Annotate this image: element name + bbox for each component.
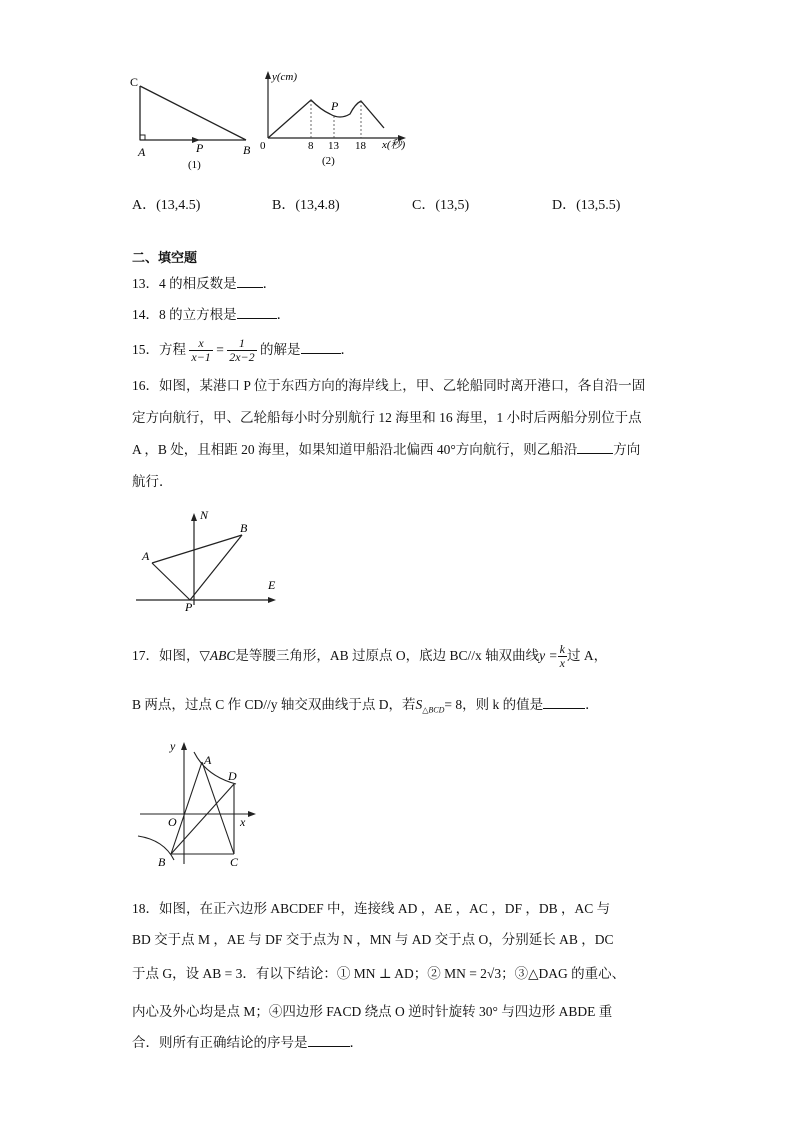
q14-end: ． [276,307,291,322]
q17-line-2 [132,696,599,720]
q16-line-2: 定方向航行，甲、乙轮船每小时分别航行 12 海里和 16 海里，1 小时后两船分别位于点 [132,410,642,425]
q13-end: ． [262,276,277,291]
q16-answer-blank[interactable] [577,441,613,454]
q15-suffix: 的解是 [260,342,301,357]
q17-fig-label-y: y [170,739,176,753]
q15-equals: = [216,342,224,357]
q18-number: 18． [132,901,159,916]
option-d-letter: D． [552,198,577,213]
q16-fig-label-p: P [185,600,193,613]
fig1-caption: (1) [188,159,201,171]
q17-area-val: = 8 [444,697,463,712]
q15-answer-blank[interactable] [301,341,341,354]
q15-fraction-1: $\frac{x}{x-1}$ [191,336,211,365]
q15-number: 15． [132,342,159,357]
option-d-value: (13,5.5) [576,198,621,213]
q13-number: 13． [132,276,159,291]
q17-fig-label-a: A [204,753,212,767]
fig1-label-a: A [138,145,146,159]
q12-figure-2 [256,68,426,176]
q17-fig-label-b: B [158,855,166,868]
q16-line-1 [132,377,645,395]
q17-text-1b: 是等腰三角形，AB 过原点 O，底边 BC//x 轴双曲线 [235,648,540,663]
q17-text-1a: 如图， [159,648,200,663]
q16-line-4: 航行． [132,474,173,489]
q16-fig-label-a: A [142,549,150,563]
q17-triangle: ▽ABC [199,648,236,663]
fig1-label-p: P [196,141,204,155]
q17-number: 17． [132,648,159,663]
q15-fraction-2: $\frac{1}{2x-2}$ [229,336,255,365]
question-13 [132,275,276,293]
q17-text-2a: B 两点，过点 C 作 CD//y 轴交双曲线于点 D，若 [132,697,416,712]
q18-end: ． [349,1035,363,1050]
option-b-letter: B． [272,198,296,213]
q17-area-sub: △BCD [422,705,445,715]
q15-prefix: 方程 [159,342,186,357]
q17-y-eq: y = [539,648,558,663]
q18-line-1 [132,900,610,918]
q16-line-3 [132,441,640,459]
q18-line-4: 内心及外心均是点 M；④四边形 FACD 绕点 O 逆时针旋转 30° 与四边形 ABDE 重 [132,1004,613,1019]
q17-fig-label-x: x [240,815,246,829]
fig2-origin: 0 [260,140,266,152]
q16-fig-label-b: B [240,521,248,535]
q18-answer-blank[interactable] [308,1034,350,1047]
q18-line-2: BD 交于点 M ，AE 与 DF 交于点为 N ，MN 与 AD 交于点 O，分别延长 AB ，DC [132,932,614,947]
q17-area: S [415,697,423,712]
q16-fig-label-e: E [268,578,276,592]
q12-figure-1 [126,70,262,175]
option-a[interactable] [132,197,200,215]
q18-line-3: 于点 G，设 AB = 3．有以下结论：① MN ⊥ AD；② MN = 2√3；③△DAG 的重心、 [132,966,626,981]
q16-text-line-3b: 方向 [613,442,641,457]
option-b-value: (13,4.8) [295,198,340,213]
question-14 [132,306,290,324]
fig2-tick-18: 18 [355,140,366,152]
fig2-tick-13: 13 [328,140,339,152]
fig2-tick-8: 8 [308,140,314,152]
q15-end: ． [340,342,354,357]
q14-answer-blank[interactable] [237,306,277,319]
fig1-label-b: B [243,143,251,157]
option-a-value: (13,4.5) [156,198,201,213]
q16-number: 16． [132,378,159,393]
q17-figure [136,738,260,868]
q17-fig-label-d: D [228,769,237,783]
q17-fig-label-c: C [230,855,239,868]
q13-answer-blank[interactable] [237,275,263,288]
option-a-letter: A． [132,198,157,213]
q16-fig-label-n: N [200,508,209,522]
q17-fig-label-o: O [168,815,177,829]
q17-answer-blank[interactable] [543,696,585,709]
option-b[interactable] [272,197,340,215]
option-c[interactable] [412,197,469,215]
q18-line-5 [132,1034,363,1052]
q17-end: ． [585,697,599,712]
q14-text: 8 的立方根是 [159,307,237,322]
q18-text-line-1: 如图，在正六边形 ABCDEF 中，连接线 AD ，AE ，AC ，DF ，DB ，AC 与 [159,901,611,916]
option-c-value: (13,5) [435,198,470,213]
fig2-x-axis-label: x(秒) [382,139,406,151]
q17-line-1 [132,636,607,676]
q14-number: 14． [132,307,159,322]
option-c-letter: C． [412,198,436,213]
q16-text-line-3a: A ，B 处，且相距 20 海里，如果知道甲船沿北偏西 40°方向航行，则乙船沿 [132,442,578,457]
option-d[interactable] [552,197,620,215]
q16-figure [132,505,282,613]
q16-text-line-1: 如图，某港口 P 位于东西方向的海岸线上，甲、乙轮船同时离开港口，各自沿一固 [159,378,646,393]
q13-text: 4 的相反数是 [159,276,237,291]
q18-text-line-5: 合．则所有正确结论的序号是 [132,1035,308,1050]
fig2-y-axis-label: y(cm) [272,71,298,83]
q17-k-over-x: $\frac{k}{x}$ [559,642,565,671]
fig2-caption: (2) [322,155,335,167]
q17-text-2b: ，则 k 的值是 [462,697,544,712]
fig2-p-label: P [331,99,339,113]
q17-text-1c: 过 A， [566,648,608,663]
fig1-label-c: C [130,75,139,89]
section-title: 二、填空题 [132,251,198,266]
question-15 [132,332,354,368]
